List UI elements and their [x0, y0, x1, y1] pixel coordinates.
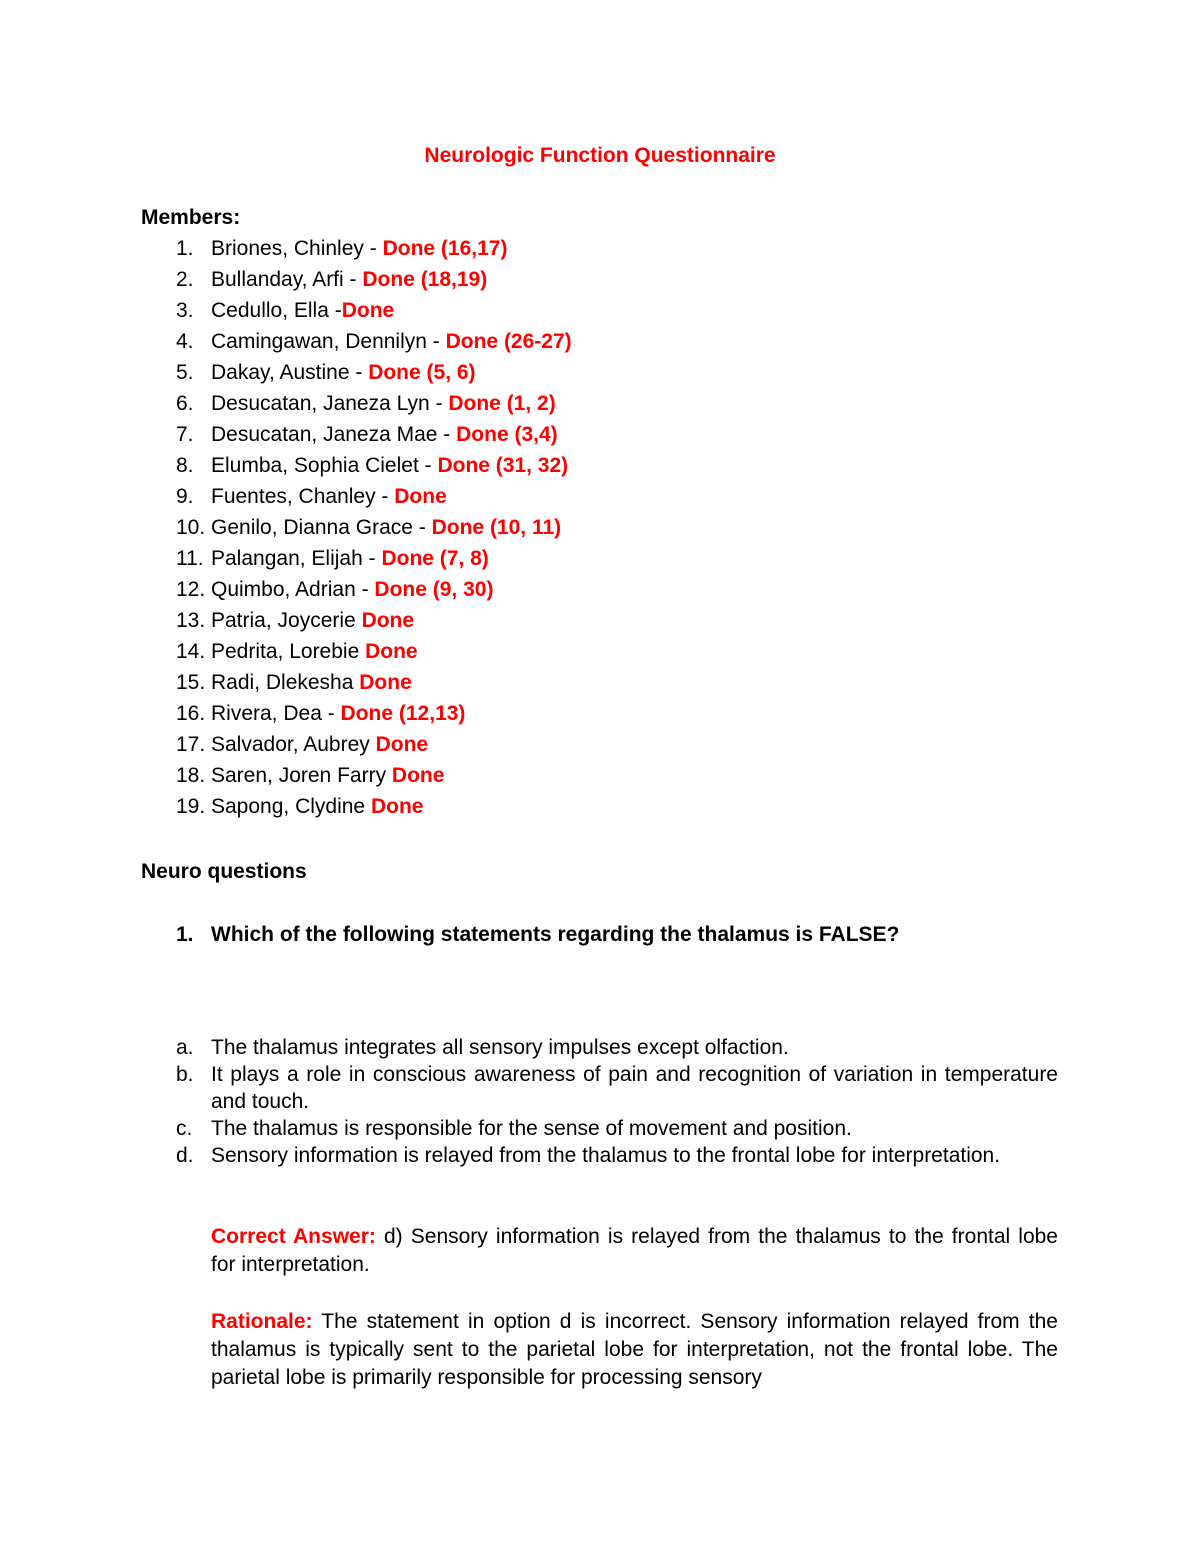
member-name: Fuentes, Chanley -	[211, 485, 395, 508]
member-status: Done (26-27)	[445, 330, 572, 353]
member-status: Done (10, 11)	[431, 516, 562, 539]
member-number: 12.	[176, 578, 206, 601]
member-name: Palangan, Elijah -	[211, 547, 382, 570]
option-a	[0, 1034, 1200, 1061]
member-number: 10.	[176, 516, 206, 539]
rationale-text: The statement in option d is incorrect. Sensory information relayed from the thalamus is typically sent to the parietal lobe for interpretation, not the frontal lobe. The parietal lobe is primarily responsible for processing sensory	[211, 1310, 1058, 1389]
member-name: Patria, Joycerie	[211, 609, 362, 632]
option-letter: a.	[176, 1036, 194, 1059]
correct-answer-text: d) Sensory information is relayed from the thalamus to the frontal lobe for interpretation.	[211, 1225, 1058, 1276]
option-d	[0, 1142, 1200, 1169]
member-status: Done	[375, 733, 429, 756]
questions-heading: Neuro questions	[141, 860, 307, 883]
option-text: The thalamus is responsible for the sense of movement and position.	[211, 1117, 852, 1140]
member-number: 14.	[176, 640, 206, 663]
member-status: Done	[365, 640, 418, 663]
member-name: Bullanday, Arfi -	[211, 268, 363, 291]
member-name: Desucatan, Janeza Lyn -	[211, 392, 449, 415]
member-status: Done	[361, 609, 415, 632]
rationale	[211, 1308, 1058, 1392]
member-number: 9.	[176, 485, 194, 508]
member-status: Done	[359, 671, 412, 694]
rationale-label: Rationale:	[211, 1310, 313, 1333]
correct-answer-label: Correct Answer:	[211, 1225, 376, 1248]
member-status: Done	[370, 795, 424, 818]
member-number: 13.	[176, 609, 206, 632]
member-name: Camingawan, Dennilyn -	[211, 330, 446, 353]
member-name: Quimbo, Adrian -	[211, 578, 375, 601]
member-status: Done	[391, 764, 445, 787]
member-number: 18.	[176, 764, 206, 787]
option-text: The thalamus integrates all sensory impulses except olfaction.	[211, 1036, 789, 1059]
option-c	[0, 1115, 1200, 1142]
member-name: Salvador, Aubrey	[211, 733, 376, 756]
question-number: 1.	[176, 923, 194, 946]
member-name: Cedullo, Ella -	[211, 299, 342, 322]
member-status: Done (7, 8)	[381, 547, 489, 570]
option-text: It plays a role in conscious awareness of pain and recognition of variation in temperature and touch.	[211, 1063, 1058, 1113]
member-number: 5.	[176, 361, 194, 384]
member-number: 8.	[176, 454, 194, 477]
member-name: Saren, Joren Farry	[211, 764, 392, 787]
member-name: Rivera, Dea -	[211, 702, 341, 725]
question-text: Which of the following statements regarding the thalamus is FALSE?	[211, 923, 900, 946]
option-letter: b.	[176, 1063, 194, 1086]
member-status: Done (9, 30)	[374, 578, 494, 601]
member-name: Dakay, Austine -	[211, 361, 369, 384]
member-name: Sapong, Clydine	[211, 795, 371, 818]
member-number: 16.	[176, 702, 206, 725]
member-number: 15.	[176, 671, 206, 694]
member-name: Pedrita, Lorebie	[211, 640, 366, 663]
member-name: Genilo, Dianna Grace -	[211, 516, 432, 539]
member-status: Done (5, 6)	[368, 361, 476, 384]
member-number: 6.	[176, 392, 194, 415]
member-number: 11.	[176, 547, 204, 570]
options-list	[0, 1034, 1200, 1169]
member-status: Done (16,17)	[382, 237, 508, 260]
member-status: Done (18,19)	[362, 268, 488, 291]
member-status: Done	[341, 299, 395, 322]
option-b	[0, 1061, 1200, 1115]
member-number: 19.	[176, 795, 206, 818]
member-number: 3.	[176, 299, 194, 322]
member-number: 7.	[176, 423, 194, 446]
member-status: Done	[394, 485, 447, 508]
members-heading: Members:	[141, 206, 241, 229]
correct-answer	[211, 1223, 1058, 1279]
document-title: Neurologic Function Questionnaire	[424, 144, 776, 167]
member-name: Briones, Chinley -	[211, 237, 383, 260]
member-number: 17.	[176, 733, 206, 756]
option-letter: c.	[176, 1117, 193, 1140]
member-number: 4.	[176, 330, 194, 353]
member-name: Radi, Dlekesha	[211, 671, 360, 694]
member-number: 2.	[176, 268, 194, 291]
option-letter: d.	[176, 1144, 194, 1167]
option-text: Sensory information is relayed from the thalamus to the frontal lobe for interpretation.	[211, 1144, 1001, 1167]
member-name: Desucatan, Janeza Mae -	[211, 423, 457, 446]
member-number: 1.	[176, 237, 194, 260]
member-status: Done (31, 32)	[437, 454, 569, 477]
member-status: Done (1, 2)	[448, 392, 556, 415]
member-status: Done (3,4)	[456, 423, 558, 446]
member-status: Done (12,13)	[340, 702, 466, 725]
member-name: Elumba, Sophia Cielet -	[211, 454, 438, 477]
